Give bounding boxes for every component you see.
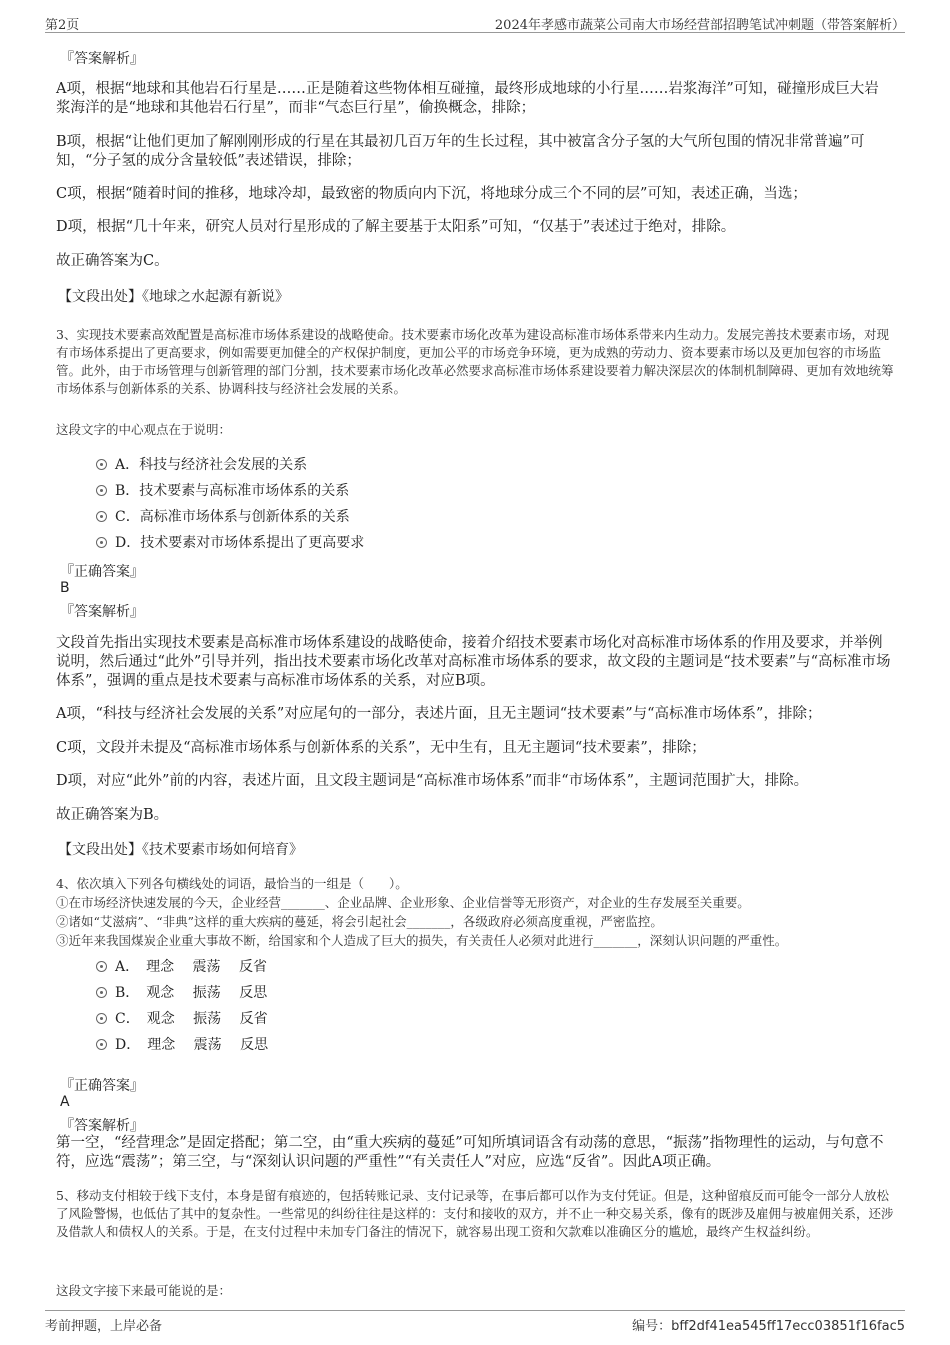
q2-analysis-b: B项，根据“让他们更加了解刚刚形成的行星在其最初几百万年的生长过程，其中被富含分子氢的大气所包围的情况非常普遍”可知，“分子氢的成分含量较低”表述错误，排除； (56, 134, 865, 169)
page-number: 第2页 (45, 18, 80, 33)
q2-source: 【文段出处】《地球之水起源有新说》 (58, 289, 289, 305)
radio-icon[interactable] (96, 1039, 107, 1050)
q4-sentence-1: ①在市场经济快速发展的今天，企业经营_______、企业品牌、企业形象、企业信誉等无形资产，对企业的生存发展至关重要。 (56, 895, 750, 910)
q4-option-c[interactable]: C． 观念 振荡 反省 (96, 1009, 268, 1029)
q3-stem: 3、实现技术要素高效配置是高标准市场体系建设的战略使命。技术要素市场化改革为建设高标准市场体系带来内生动力。发展完善技术要素市场，对现有市场体系提出了更高要求，例如需要更加健全的产权保护制度，更加公平的市场竞争环境，更为成熟的劳动力、资本要素市场以及更加包容的市场监管。此外，由于市场管理与创新管理的部门分割，技术要素市场化改革必然要求高标准市场体系建设要着力解决深层次的体制机制障碍、更加有效地统筹市场体系与创新体系的关系、协调科技与经济社会发展的关系。 (56, 327, 894, 396)
document-code: 编号：bff2df41ea545ff17ecc03851f16fac5 (632, 1319, 905, 1334)
radio-icon[interactable] (96, 485, 107, 496)
q3-option-c[interactable]: C．高标准市场体系与创新体系的关系 (96, 507, 350, 527)
footer-slogan: 考前押题，上岸必备 (45, 1319, 163, 1334)
q4-answer-label: 『正确答案』 (60, 1078, 144, 1094)
q3-analysis-d: D项，对应“此外”前的内容，表述片面，且文段主题词是“高标准市场体系”而非“市场体系”，主题词范围扩大，排除。 (56, 773, 809, 789)
q4-option-a[interactable]: A． 理念 震荡 反省 (96, 957, 267, 977)
q4-answer: A (60, 1094, 70, 1110)
q4-sentence-3: ③近年来我国煤炭企业重大事故不断，给国家和个人造成了巨大的损失，有关责任人必须对此进行_______，深刻认识问题的严重性。 (56, 933, 788, 948)
q3-analysis-label: 『答案解析』 (60, 604, 144, 620)
q2-analysis-label: 『答案解析』 (60, 51, 144, 67)
q5-question: 这段文字接下来最可能说的是： (56, 1283, 232, 1298)
q4-analysis-label: 『答案解析』 (60, 1118, 144, 1134)
q2-analysis-d: D项，根据“几十年来，研究人员对行星形成的了解主要基于太阳系”可知，“仅基于”表述过于绝对，排除。 (56, 219, 736, 235)
q4-option-d[interactable]: D． 理念 震荡 反思 (96, 1035, 268, 1055)
q4-analysis: 第一空，“经营理念”是固定搭配；第二空，由“重大疾病的蔓延”可知所填词语含有动荡的意思，“振荡”指物理性的运动，与句意不符，应选“震荡”；第三空，与“深刻认识问题的严重性”“有关责任人”对应，应选“反省”。因此A项正确。 (56, 1135, 884, 1170)
q3-option-d[interactable]: D．技术要素对市场体系提出了更高要求 (96, 533, 364, 553)
q3-option-a[interactable]: A．科技与经济社会发展的关系 (96, 455, 307, 475)
radio-icon[interactable] (96, 459, 107, 470)
q3-source: 【文段出处】《技术要素市场如何培育》 (58, 842, 303, 858)
q3-answer: B (60, 580, 70, 596)
q4-sentence-2: ②诸如“艾滋病”、“非典”这样的重大疾病的蔓延，将会引起社会_______，各级政府必须高度重视，严密监控。 (56, 914, 663, 929)
q3-answer-label: 『正确答案』 (60, 564, 144, 580)
page-header (45, 12, 905, 33)
q4-option-b[interactable]: B． 观念 振荡 反思 (96, 983, 267, 1003)
q3-option-b[interactable]: B．技术要素与高标准市场体系的关系 (96, 481, 349, 501)
document-title: 2024年孝感市蔬菜公司南大市场经营部招聘笔试冲刺题（带答案解析） (494, 18, 905, 33)
radio-icon[interactable] (96, 537, 107, 548)
q4-stem: 4、依次填入下列各句横线处的词语，最恰当的一组是（ ）。 (56, 876, 408, 891)
q5-stem: 5、移动支付相较于线下支付，本身是留有痕迹的，包括转账记录、支付记录等，在事后都可以作为支付凭证。但是，这种留痕反而可能令一部分人放松了风险警惕，也低估了其中的复杂性。一些常见的纠纷往往是这样的：支付和接收的双方，并不止一种交易关系，像有的既涉及雇佣与被雇佣关系，还涉及借款人和债权人的关系。于是，在支付过程中未加专门备注的情况下，就容易出现工资和欠款难以准确区分的尴尬，最终产生权益纠纷。 (56, 1188, 894, 1239)
q3-question: 这段文字的中心观点在于说明： (56, 422, 232, 437)
q2-conclusion: 故正确答案为C。 (56, 253, 169, 269)
q2-analysis-c: C项，根据“随着时间的推移，地球冷却，最致密的物质向内下沉，将地球分成三个不同的层”可知，表述正确，当选； (56, 186, 807, 202)
radio-icon[interactable] (96, 511, 107, 522)
q3-analysis-main: 文段首先指出实现技术要素是高标准市场体系建设的战略使命，接着介绍技术要素市场化对高标准市场体系的作用及要求，并举例说明，然后通过“此外”引导并列，指出技术要素市场化改革对高标准市场体系的要求，故文段的主题词是“技术要素”与“高标准市场体系”，强调的重点是技术要素与高标准市场体系的关系，对应B项。 (56, 635, 891, 689)
q3-analysis-a: A项，“科技与经济社会发展的关系”对应尾句的一部分，表述片面，且无主题词“技术要素”与“高标准市场体系”，排除； (56, 706, 822, 722)
page-footer (45, 1310, 905, 1333)
q3-analysis-c: C项，文段并未提及“高标准市场体系与创新体系的关系”，无中生有，且无主题词“技术要素”，排除； (56, 740, 706, 756)
q3-conclusion: 故正确答案为B。 (56, 807, 169, 823)
radio-icon[interactable] (96, 1013, 107, 1024)
radio-icon[interactable] (96, 961, 107, 972)
q2-analysis-a: A项，根据“地球和其他岩石行星是……正是随着这些物体相互碰撞，最终形成地球的小行星……岩浆海洋”可知，碰撞形成巨大岩浆海洋的是“地球和其他岩石行星”，而非“气态巨行星”，偷换概念，排除； (56, 81, 879, 116)
radio-icon[interactable] (96, 987, 107, 998)
